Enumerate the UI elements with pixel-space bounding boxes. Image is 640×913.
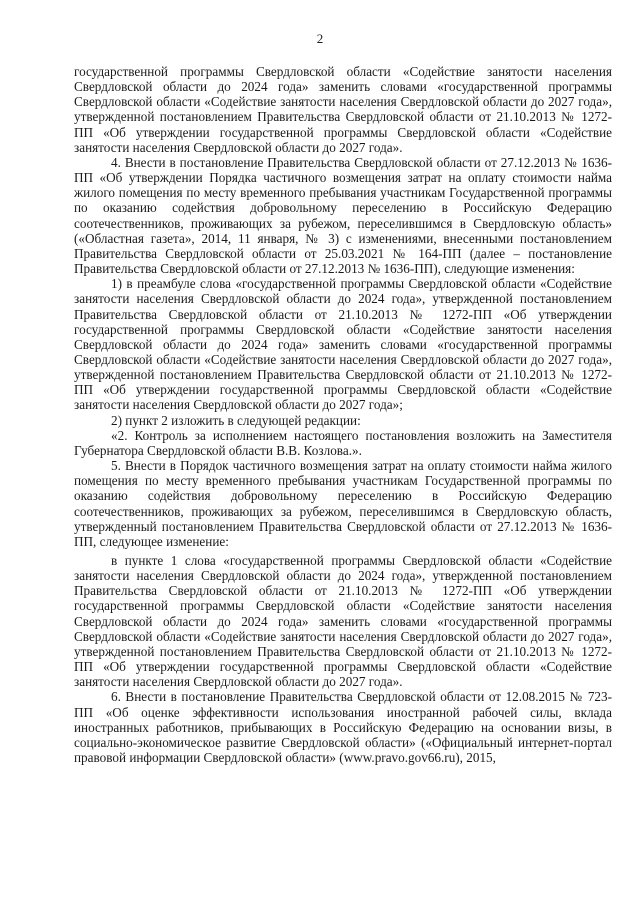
paragraph-continuation: государственной программы Свердловской области «Содействие занятости населения Свердловской области до 2024 года» заменить словами «государственной программы Свердловской области «Содействие занятости населения Свердловской области до 2027 года», утвержденной постановлением Правительства Свердловской области от 21.10.2013 № 1272-ПП «Об утверждении государственной программы Свердловской области «Содействие занятости населения Свердловской области до 2027 года». (74, 64, 612, 155)
paragraph-item-5-change: в пункте 1 слова «государственной программы Свердловской области «Содействие занятости населения Свердловской области до 2024 года», утвержденной постановлением Правительства Свердловской области от 21.10.2013 № 1272-ПП «Об утверждении государственной программы Свердловской области «Содействие занятости населения Свердловской области до 2024 года» заменить словами «государственной программы Свердловской области «Содействие занятости населения Свердловской области до 2027 года», утвержденной постановлением Правительства Свердловской области от 21.10.2013 № 1272-ПП «Об утверждении государственной программы Свердловской области «Содействие занятости населения Свердловской области до 2027 года». (74, 553, 612, 690)
paragraph-item-5: 5. Внести в Порядок частичного возмещения затрат на оплату стоимости найма жилого помещения по месту временного пребывания участникам Государственной программы по оказанию содействия добровольному переселению в Российскую Федерацию соотечественников, проживающих за рубежом, переселившимся в Свердловскую область, утвержденный постановлением Правительства Свердловской области от 27.12.2013 № 1636-ПП, следующее изменение: (74, 458, 612, 549)
paragraph-subitem-2: 2) пункт 2 изложить в следующей редакции: (111, 412, 361, 428)
document-body (74, 64, 612, 765)
paragraph-new-wording: «2. Контроль за исполнением настоящего постановления возложить на Заместителя Губернатора Свердловской области В.В. Козлова.». (74, 427, 612, 458)
page-number: 2 (316, 31, 324, 46)
paragraph-item-6: 6. Внести в постановление Правительства Свердловской области от 12.08.2015 № 723-ПП «Об оценке эффективности использования иностранной рабочей силы, вклада иностранных работников, прибывающих в Российскую Федерацию на основании визы, в социально-экономическое развитие Свердловской области» («Официальный интернет-портал правовой информации Свердловской области» (www.pravo.gov66.ru), 2015, (74, 689, 612, 766)
paragraph-item-4: 4. Внести в постановление Правительства Свердловской области от 27.12.2013 № 1636-ПП «Об утверждении Порядка частичного возмещения затрат на оплату стоимости найма жилого помещения по месту временного пребывания участникам Государственной программы по оказанию содействия добровольному переселению в Российскую Федерацию соотечественников, проживающих за рубежом, переселившимся в Свердловскую область» («Областная газета», 2014, 11 января, № 3) с изменениями, внесенными постановлением Правительства Свердловской области от 25.03.2021 № 164-ПП (далее – постановление Правительства Свердловской области от 27.12.2013 № 1636-ПП), следующие изменения: (74, 154, 612, 277)
paragraph-subitem-1: 1) в преамбуле слова «государственной программы Свердловской области «Содействие занятости населения Свердловской области до 2024 года», утвержденной постановлением Правительства Свердловской области от 21.10.2013 № 1272-ПП «Об утверждении государственной программы Свердловской области «Содействие занятости населения Свердловской области до 2024 года» заменить словами «государственной программы Свердловской области «Содействие занятости населения Свердловской области до 2027 года», утвержденной постановлением Правительства Свердловской области от 21.10.2013 № 1272-ПП «Об утверждении государственной программы Свердловской области «Содействие занятости населения Свердловской области до 2027 года»; (74, 276, 612, 413)
